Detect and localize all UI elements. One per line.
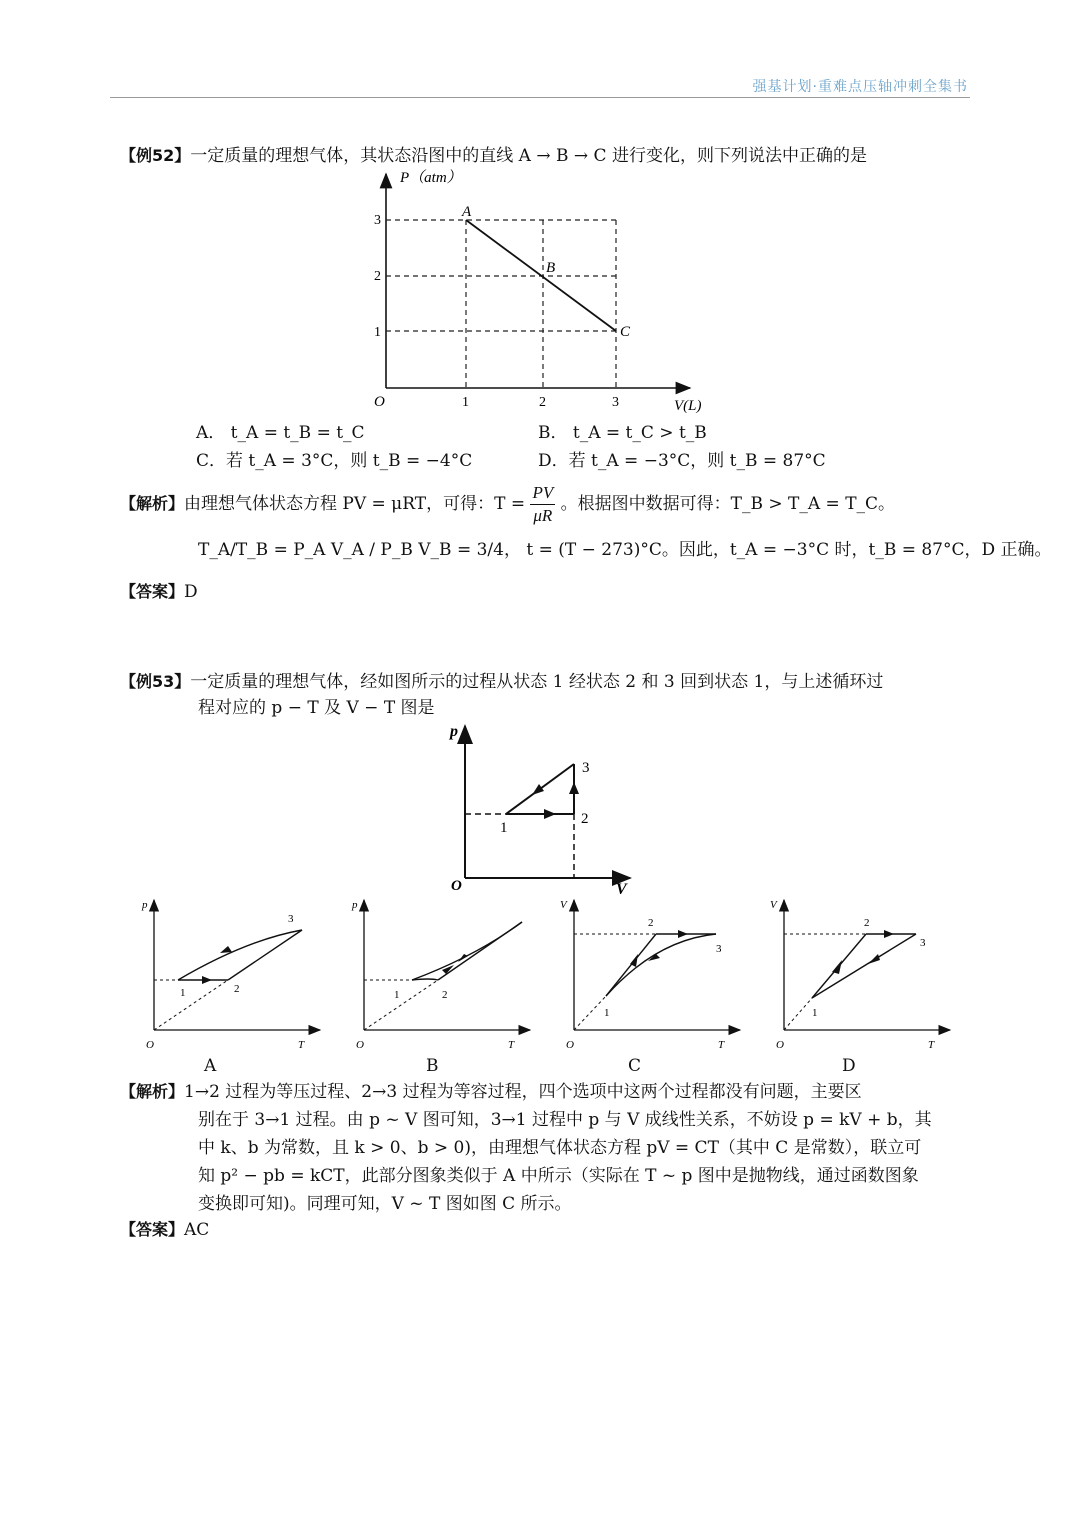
choice-point-1: 1 xyxy=(394,989,400,1001)
ex53-solution-text: 知 p² − pb = kCT，此部分图象类似于 A 中所示（实际在 T ~ p 图中是抛物线，通过函数图象 xyxy=(198,1166,919,1186)
ex52-solution-text2a: T_A/T_B = P_A V_A / P_B V_B = 3/4， xyxy=(198,540,521,560)
choice-letter-a: A xyxy=(204,1056,217,1076)
choice-x-label: T xyxy=(508,1039,515,1051)
ex52-answer-label: 【答案】 xyxy=(120,582,185,601)
arrow-icon xyxy=(678,930,688,938)
arrow-icon xyxy=(220,946,232,953)
ex52-pv-graph xyxy=(360,166,710,416)
arrow-icon xyxy=(832,960,842,974)
choice-point-3: 3 xyxy=(920,937,926,949)
ex53-x-label: V xyxy=(616,881,627,896)
choice-letter-c: C xyxy=(628,1056,642,1076)
choice-point-3: 3 xyxy=(288,913,294,925)
fraction-denominator: μR xyxy=(533,506,553,525)
ex52-label: 【例52】 xyxy=(120,146,191,165)
choice-y-label: p xyxy=(352,899,358,911)
ex52-ytick: 1 xyxy=(374,325,381,340)
arrow-icon xyxy=(884,930,894,938)
ex52-solution-line1 xyxy=(120,482,895,527)
ex53-point-2: 2 xyxy=(581,811,589,827)
choice-point-2: 2 xyxy=(442,989,448,1001)
ex52-stem: 一定质量的理想气体，其状态沿图中的直线 A → B → C 进行变化，则下列说法中正确的是 xyxy=(190,146,867,166)
choice-y-label: V xyxy=(770,899,777,911)
choice-origin: O xyxy=(146,1039,154,1051)
ex53-pv-graph xyxy=(440,718,640,896)
ex52-solution-label: 【解析】 xyxy=(120,494,185,513)
ex53-choice-graph-d xyxy=(766,894,956,1058)
ex53-point-1: 1 xyxy=(500,820,508,836)
ex52-point-c: C xyxy=(620,324,631,340)
ex52-y-label: P（atm） xyxy=(400,170,462,186)
ex53-label: 【例53】 xyxy=(120,672,191,691)
choice-point-2: 2 xyxy=(234,983,240,995)
arrow-icon xyxy=(202,976,212,984)
choice-x-label: T xyxy=(718,1039,725,1051)
ex53-solution-text: 中 k、b 为常数，且 k > 0、b > 0)，由理想气体状态方程 pV = CT（其中 C 是常数），联立可 xyxy=(198,1138,922,1158)
ex53-solution-text: 1→2 过程为等压过程、2→3 过程为等容过程，四个选项中这两个过程都没有问题，主要区 xyxy=(184,1082,862,1102)
header-rule xyxy=(110,97,970,98)
ex53-solution-text: 别在于 3→1 过程。由 p ~ V 图可知，3→1 过程中 p 与 V 成线性关系，不妨设 p = kV + b，其 xyxy=(198,1110,932,1130)
ex52-option-b: B． t_A = t_C > t_B xyxy=(538,423,707,443)
arrow-icon xyxy=(569,782,579,794)
arrow-icon xyxy=(868,954,880,964)
ex53-point-3: 3 xyxy=(582,760,590,776)
ex53-solution-label: 【解析】 xyxy=(120,1082,185,1101)
ex52-option-d: D．若 t_A = −3°C，则 t_B = 87°C xyxy=(538,451,826,471)
choice-y-label: p xyxy=(142,899,148,911)
ex53-solution-text: 变换即可知)。同理可知，V ~ T 图如图 C 所示。 xyxy=(198,1194,572,1214)
ex53-choice-graph-c xyxy=(556,894,746,1058)
choice-point-3: 3 xyxy=(716,943,722,955)
ex52-solution-text1b: 。根据图中数据可得：T_B > T_A = T_C。 xyxy=(560,494,896,514)
ex52-point-a: A xyxy=(462,204,472,220)
choice-point-2: 2 xyxy=(648,917,654,929)
ex53-answer-line xyxy=(120,1216,209,1244)
ex52-origin: O xyxy=(374,394,385,410)
ex53-solution-line xyxy=(120,1078,862,1106)
ex53-y-label: p xyxy=(450,723,458,740)
fraction-numerator: PV xyxy=(530,482,555,505)
choice-origin: O xyxy=(356,1039,364,1051)
choice-y-label: V xyxy=(560,899,567,911)
ex52-xtick: 2 xyxy=(539,395,546,410)
ex52-ytick: 2 xyxy=(374,269,381,284)
ex52-option-c: C．若 t_A = 3°C，则 t_B = −4°C xyxy=(196,451,473,471)
choice-point-1: 1 xyxy=(180,987,186,999)
ex53-origin: O xyxy=(451,878,462,894)
ex52-x-label: V(L) xyxy=(674,398,702,414)
choice-point-2: 2 xyxy=(864,917,870,929)
choice-x-label: T xyxy=(928,1039,935,1051)
ex52-solution-text2b: t = (T − 273)°C。因此，t_A = −3°C 时，t_B = 87°C，D 正确。 xyxy=(526,540,1052,560)
ex52-ytick: 3 xyxy=(374,213,381,228)
ex53-stem2: 程对应的 p − T 及 V − T 图是 xyxy=(198,698,435,718)
choice-origin: O xyxy=(566,1039,574,1051)
arrow-icon xyxy=(544,809,556,819)
arrow-icon xyxy=(532,784,544,795)
ex53-answer-label: 【答案】 xyxy=(120,1220,185,1239)
ex52-answer-line xyxy=(120,578,198,606)
choice-origin: O xyxy=(776,1039,784,1051)
ex53-stem-line1 xyxy=(120,668,883,696)
ex53-answer: AC xyxy=(184,1220,210,1240)
ex52-xtick: 3 xyxy=(612,395,619,410)
ex52-xtick: 1 xyxy=(462,395,469,410)
ex52-solution-text1a: 由理想气体状态方程 PV = μRT，可得：T = xyxy=(184,494,526,514)
ex52-solution-fraction xyxy=(530,482,555,527)
choice-letter-b: B xyxy=(426,1056,439,1076)
ex52-option-a: A． t_A = t_B = t_C xyxy=(196,423,365,443)
ex53-choice-graph-b xyxy=(346,894,536,1058)
choice-x-label: T xyxy=(298,1039,305,1051)
choice-point-1: 1 xyxy=(604,1007,610,1019)
ex52-solution-line2 xyxy=(198,536,1052,564)
ex53-stem1: 一定质量的理想气体，经如图所示的过程从状态 1 经状态 2 和 3 回到状态 1，与上述循环过 xyxy=(190,672,884,692)
ex53-choice-graph-a xyxy=(136,894,326,1058)
choice-letter-d: D xyxy=(842,1056,856,1076)
header-title: 强基计划·重难点压轴冲刺全集书 xyxy=(752,79,968,95)
choice-point-1: 1 xyxy=(812,1007,818,1019)
ex52-point-b: B xyxy=(546,260,556,276)
ex52-answer: D xyxy=(184,582,198,602)
